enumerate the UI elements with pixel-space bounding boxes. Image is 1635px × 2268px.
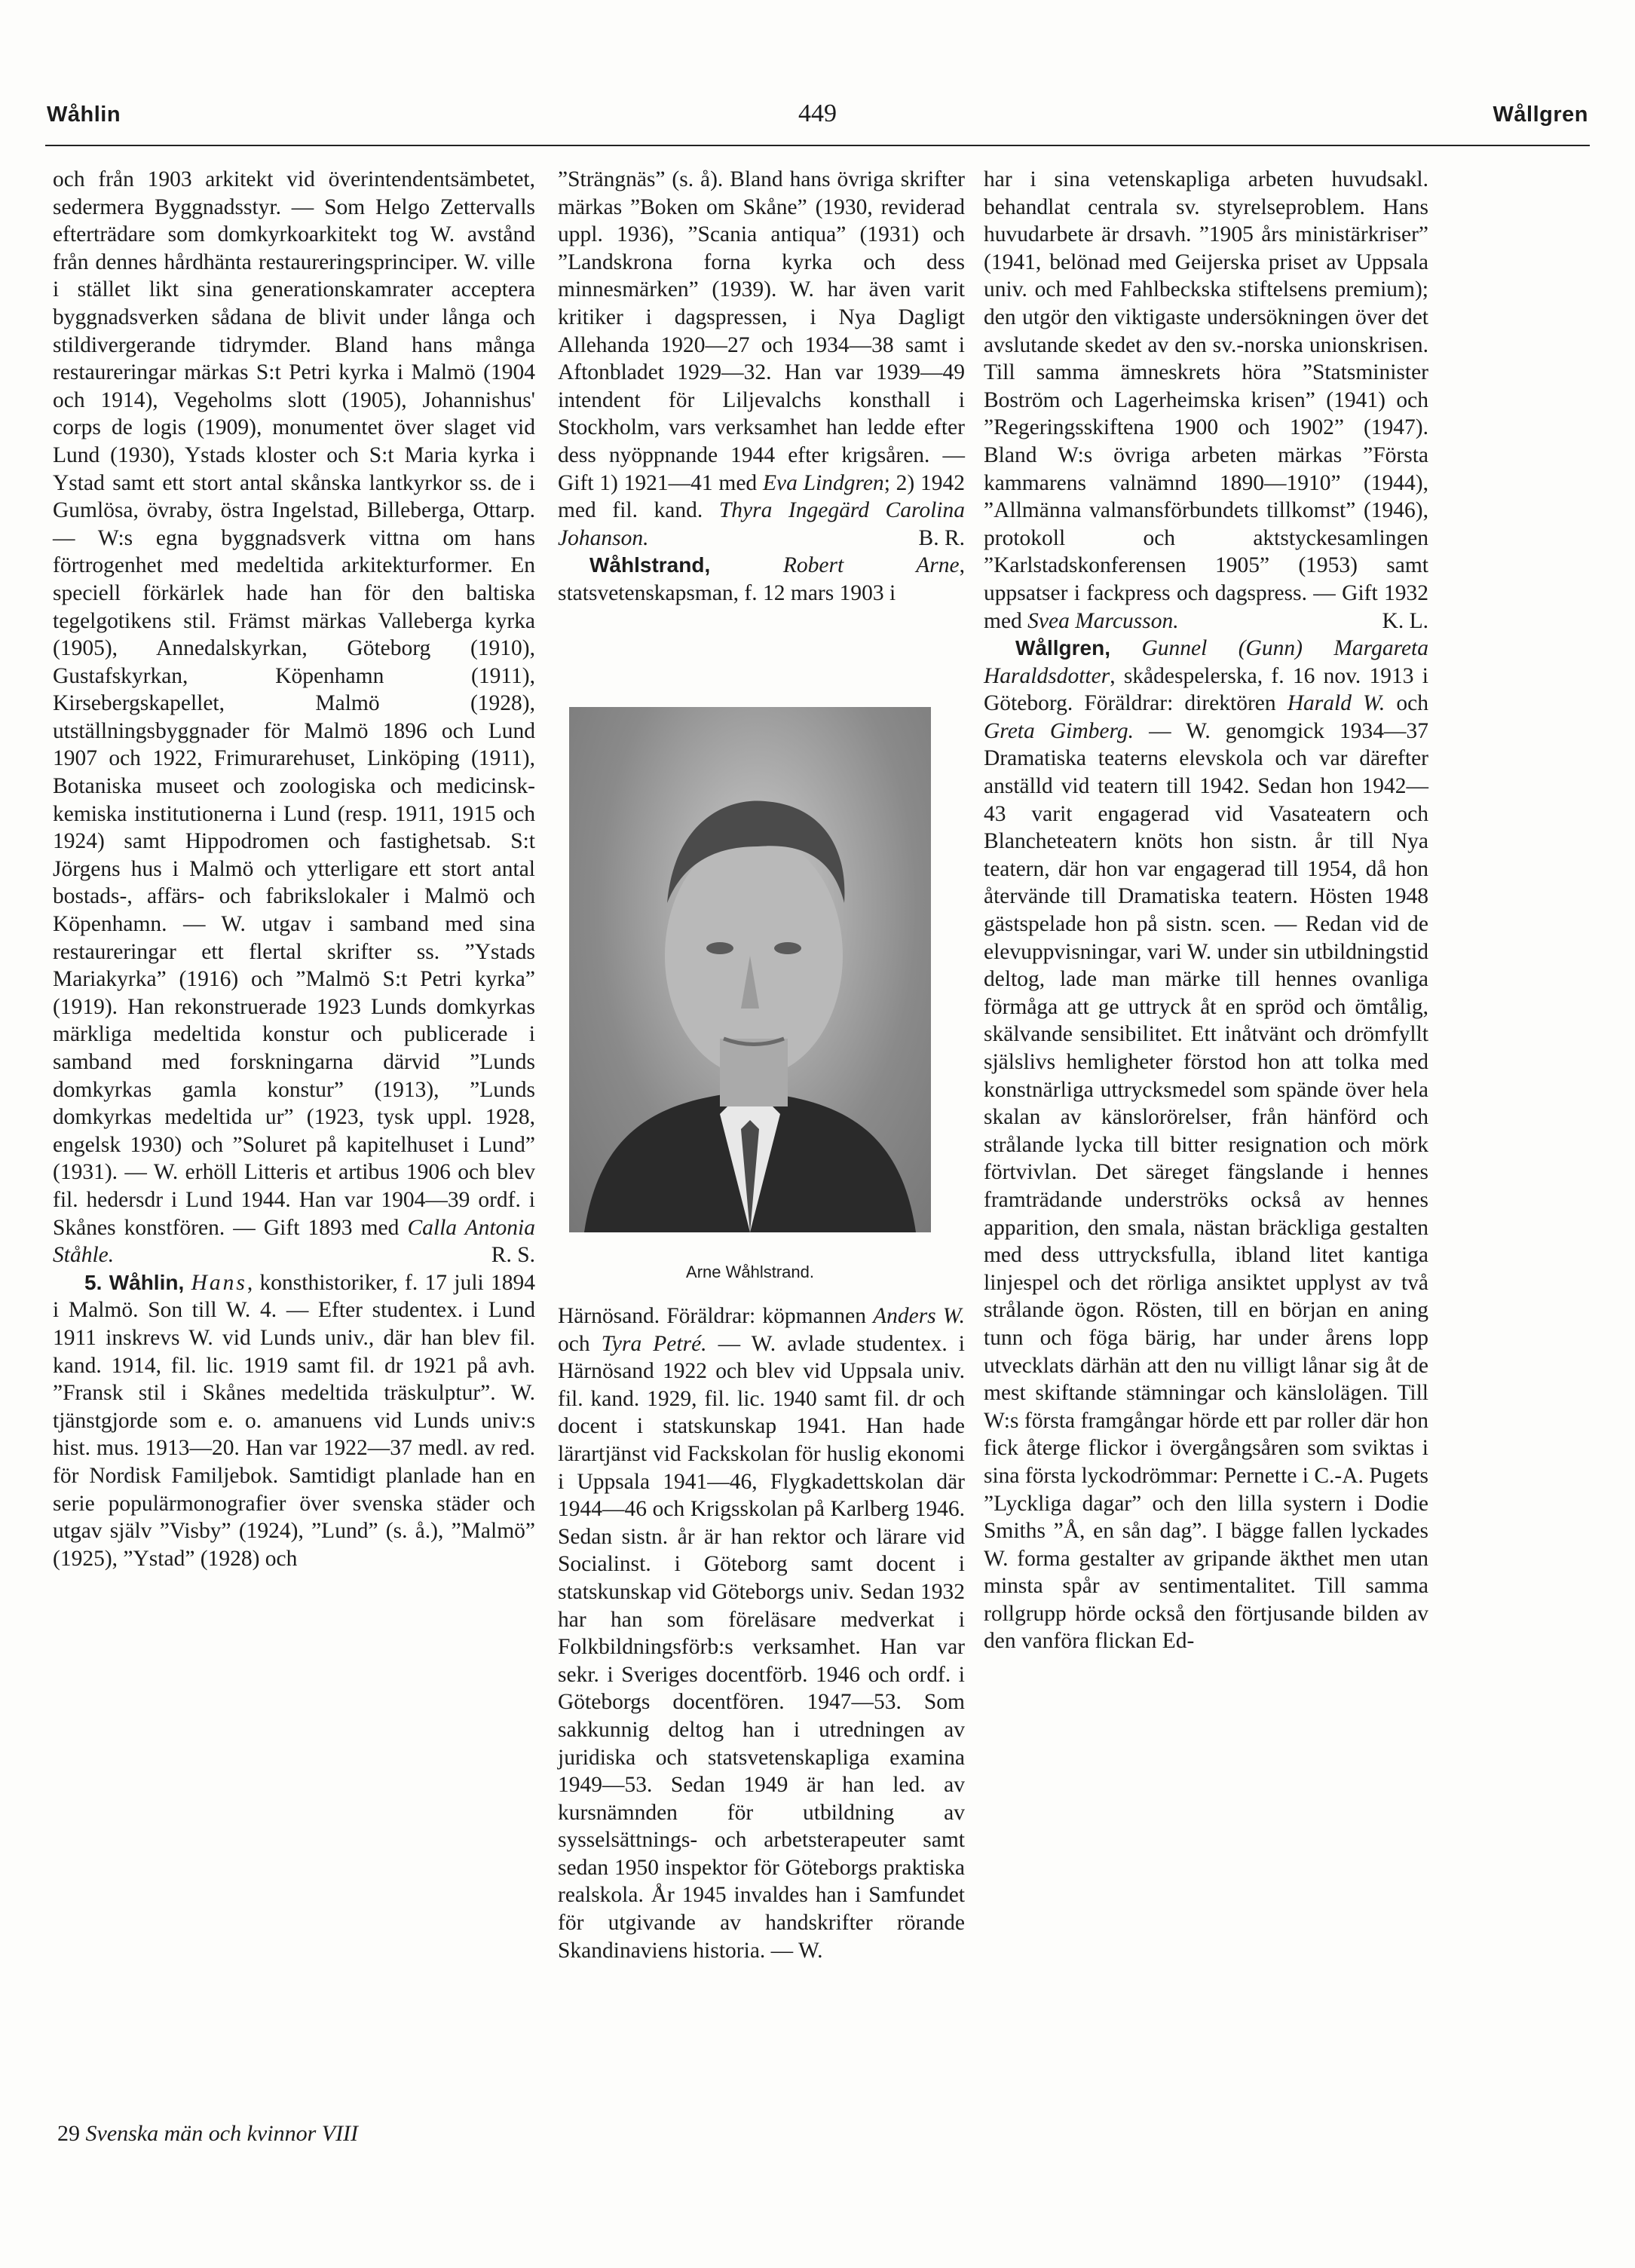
entry-wahlstrand xyxy=(558,552,965,607)
entry-text: har i sina vetenskapliga arbeten huvudsakl. behandlat centrala sv. styrelseproblem. Hans huvudarbete är drsavh. ”1905 års ministärkriser” (1941, belönad med Geijerska priset av Uppsala univ. och med Fahlbeckska stiftelsens premium); den utgör den viktigaste undersökningen över det avslutande skedet av den sv.-norska unionskrisen. Till samma ämneskrets höra ”Statsminister Boström och Lagerheimska krisen” (1941) och ”Regeringsskiftena 1900 och 1902” (1947). Bland W:s övriga arbeten märkas ”Första kammarens valnämnd 1890—1910” (1944), ”Allmänna valmansförbundets tillkomst” (1946), protokoll och aktstyckesamlingen ”Karlstadskonferensen 1905” (1953) samt uppsatser i fackpress och dagspress. — Gift 1932 med xyxy=(984,167,1428,633)
header-right-keyword: Wållgren xyxy=(1493,103,1588,127)
mother-name: Tyra Petré. xyxy=(601,1331,707,1356)
signature-mark: 29 xyxy=(57,2121,80,2146)
entry-firstname: Hans xyxy=(191,1270,247,1295)
spouse-name: Calla Antonia Ståhle. xyxy=(53,1215,536,1268)
author-signature: B. R. xyxy=(918,525,965,550)
entry-wahlstrand-cont-2 xyxy=(984,166,1428,635)
entry-text: Härnösand. Föräldrar: köpmannen xyxy=(558,1304,866,1328)
entry-text: ; 2) 1942 med fil. kand. xyxy=(558,470,965,523)
column-1 xyxy=(53,166,535,1572)
entry-wahlstrand-cont xyxy=(558,1302,965,1964)
entry-text: , skådespelerska, f. 16 nov. 1913 i Göteborg. Föräldrar: direktören xyxy=(984,663,1428,716)
entry-text: — W. avlade studentex. i Härnösand 1922 och blev vid Uppsala univ. fil. kand. 1929, fil. lic. 1940 samt fil. dr och docent i statskunskap 1941. Han hade lärartjänst vid Fackskolan för huslig ekonomi i Uppsala 1941—46, Flygkadettskolan där 1944—46 och Krigsskolan på Karlberg 1946. Sedan sistn. år är han rektor och lärare vid Socialinst. i Göteborg samt docent i statskunskap vid Göteborgs univ. Sedan 1932 har han som föreläsare medverkat i Folkbildningsförb:s verksamhet. Han var sekr. i Sveriges docentförb. 1946 och ordf. i Göteborgs docentfören. 1947—53. Som sakkunnig deltog han i utredningen av juridiska och statsvetenskapliga examina 1949—53. Sedan 1949 är han led. av kursnämnden för utbildning av sysselsättnings- och arbetsterapeuter samt sedan 1950 inspektor för Göteborgs praktiska realskola. År 1945 invaldes han i Samfundet för utgivande av handskrifter rörande Skandinaviens historia. — W. xyxy=(558,1331,965,1963)
entry-text: ”Strängnäs” (s. å). Bland hans övriga skrifter märkas ”Boken om Skåne” (1930, reviderad uppl. 1936), ”Scania antiqua” (1931) och ”Landskrona forna kyrka och dess minnesmärken” (1939). W. har även varit kritiker i dagspressen, i Nya Dagligt Allehanda 1920—27 och 1934—38 samt i Aftonbladet 1929—32. Han var 1939—49 intendent för Liljevalchs konsthall i Stockholm, vars verksamhet han ledde efter dess nyöppnande 1944 efter krigsåren. — Gift 1) 1921—41 med xyxy=(558,167,965,495)
column-2-lower xyxy=(558,1302,965,1964)
column-3 xyxy=(984,166,1428,1655)
entry-text: och från 1903 arkitekt vid överintendentsämbetet, sedermera Byggnadsstyr. — Som Helgo Zettervalls efterträdare som domkyrkoarkitekt tog W. avstånd från dennes hårdhänta restaureringsprinciper. W. ville i stället likt sina generationskamrater acceptera byggnadsverken sådana de blivit under långa och stildivergerande tidrymder. Bland hans många restaureringar märkas S:t Petri kyrka i Malmö (1904 och 1914), Vegeholms slott (1905), Johannishus' corps de logis (1909), monumentet över slaget vid Lund (1930), Ystads kloster och S:t Maria kyrka i Ystad samt ett stort antal skånska lantkyrkor ss. de i Gumlösa, övraby, östra Ingelstad, Billeberga, Ottarp. — W:s egna byggnadsverk vittna om hans förtrogenhet med medeltida arkitekturformer. En speciell förkärlek hade han för den baltiska tegelgotikens stil. Främst märkas Valleberga kyrka (1905), Annedalskyrkan, Göteborg (1910), Gustafskyrkan, Köpenhamn (1911), Kirsebergskapellet, Malmö (1928), utställningsbyggnader för Malmö 1896 och Lund 1907 och 1922, Frimurarehuset, Linköping (1911), Botaniska museet och zoologiska och medicinsk-kemiska institutionerna i Lund (resp. 1911, 1915 och 1924) samt Hippodromen och fastighetsab. S:t Jörgens hus i Malmö och ytterligare ett stort antal bostads-, affärs- och fabrikslokaler i Malmö och Köpenhamn. — W. utgav i samband med sina restaureringar ett flertal skrifter ss. ”Ystads Mariakyrka” (1916) och ”Malmö S:t Petri kyrka” (1919). Han rekonstruerade 1923 Lunds domkyrkas märkliga medeltida konstur och publicerade i samband med forskningarna därvid ”Lunds domkyrkas gamla konstur” (1913), ”Lunds domkyrkas medeltida ur” (1923, tysk uppl. 1928, engelsk 1930) och ”Soluret på kapitelhuset i Lund” (1931). — W. erhöll Litteris et artibus 1906 och blev fil. hedersdr i Lund 1944. Han var 1904—39 ordf. i Skånes konstfören. — Gift 1893 med xyxy=(53,167,535,1240)
spouse-name: Svea Marcusson. xyxy=(1027,608,1179,633)
father-name: Anders W. xyxy=(873,1304,965,1328)
entry-wahlin-5 xyxy=(53,1269,535,1573)
entry-surname: Wåhlin, xyxy=(109,1270,185,1294)
running-header xyxy=(47,96,1588,142)
spouse-name: Eva Lindgren xyxy=(762,470,884,495)
page-number: 449 xyxy=(798,99,837,127)
entry-firstname: Robert Arne xyxy=(782,553,960,578)
father-name: Harald W. xyxy=(1287,691,1385,716)
photo-caption: Arne Wåhlstrand. xyxy=(686,1263,814,1281)
author-signature: R. S. xyxy=(491,1243,535,1268)
header-rule xyxy=(45,145,1590,146)
spouse-name: Thyra Ingegärd Carolina Johanson. xyxy=(558,498,965,550)
entry-text: och xyxy=(1396,691,1428,716)
page-footer xyxy=(57,2121,358,2147)
entry-firstname: Gunnel (Gunn) Margareta Haraldsdotter xyxy=(984,636,1428,688)
portrait-illustration xyxy=(569,707,931,1232)
entry-text: och xyxy=(558,1331,590,1356)
entry-surname: Wåhlstrand, xyxy=(589,553,711,577)
entry-wahlin-5-cont xyxy=(558,166,965,552)
portrait-photo xyxy=(569,707,931,1232)
header-left-keyword: Wåhlin xyxy=(47,103,121,127)
entry-number: 5. xyxy=(84,1270,103,1294)
mother-name: Greta Gimberg. xyxy=(984,718,1134,743)
book-title: Svenska män och kvinnor VIII xyxy=(85,2121,359,2146)
entry-wallgren xyxy=(984,635,1428,1655)
entry-text: — W. genomgick 1934—37 Dramatiska teaterns elevskola och var därefter anställd vid teatern till 1942. Sedan hon 1942—43 varit engagerad vid Vasateatern och Blancheteatern knöts hon sistn. år till Nya teatern, där hon var engagerad till 1954, då hon återvände till Dramatiska teatern. Hösten 1948 gästspelade hon på sistn. scen. — Redan vid de elevuppvisningar, vari W. under sin utbildningstid deltog, lade man märke till hennes ovanliga förmåga att ge uttryck åt en spröd och ömtålig, skälvande sensibilitet. Ett inåtvänt och drömfyllt själslivs hemligheter förstod hon att tolka med konstnärliga uttrycksmedel som spände över hela skalan av känslorörelser, från hänförd och strålande lycka till bitter resignation och mörk förtvivlan. Det säreget fängslande i hennes framträdande underströks också av hennes apparition, den smala, nästan bräckliga gestalten med dess uttrycksfulla, ibland litet kantiga linjespel och det rörliga ansiktet upplyst av två strålande ögon. Rösten, till en början en aning tunn och föga bärig, har under årens lopp utvecklats därhän att den nu villigt lånar sig åt de mest skiftande stämningar och känslolägen. Till W:s första framgångar hörde ett par roller där hon fick återge flickor i övergångsåren som sviktas i sina första lyckodrömmar: Pernette i C.-A. Pugets ”Lyckliga dagar” och den lilla systern i Dodie Smiths ”Å, en sån dag”. I bägge fallen lyckades W. forma gestalter av gripande äkthet men utan minsta spår av sentimentalitet. Till samma rollgrupp hörde också den förtjusande bilden av den vanföra flickan Ed- xyxy=(984,718,1428,1654)
author-signature: K. L. xyxy=(1382,608,1428,633)
entry-text: , konsthistoriker, f. 17 juli 1894 i Malmö. Son till W. 4. — Efter studentex. i Lund 1911 inskrevs W. vid Lunds univ., där han blev fil. kand. 1914, fil. lic. 1919 samt fil. dr 1921 på avh. ”Fransk stil i Skånes medeltida träskulptur”. W. tjänstgjorde som e. o. amanuens vid Lunds univ:s hist. mus. 1913—20. Han var 1922—37 medl. av red. för Nordisk Familjebok. Samtidigt planlade han en serie populärmonografier över svenska städer och utgav själv ”Visby” (1924), ”Lund” (s. å.), ”Malmö” (1925), ”Ystad” (1928) och xyxy=(53,1270,536,1571)
entry-wahlin-4-text xyxy=(53,166,535,1269)
entry-text: , statsvetenskapsman, f. 12 mars 1903 i xyxy=(558,553,965,605)
column-2 xyxy=(558,166,965,608)
entry-surname: Wållgren, xyxy=(1015,636,1111,660)
